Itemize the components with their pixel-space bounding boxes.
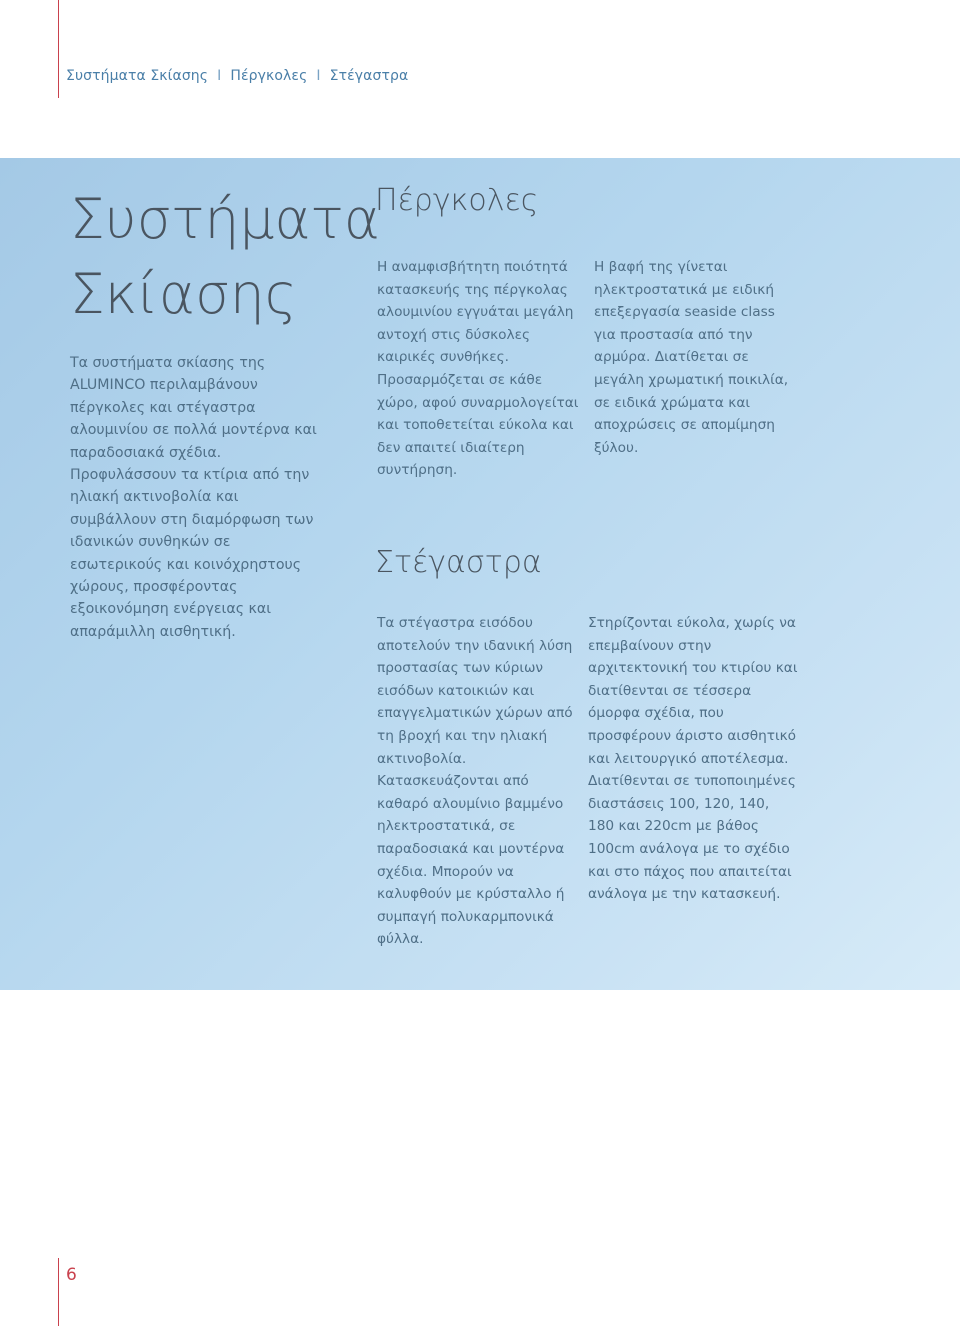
canopies-text-col1: Τα στέγαστρα εισόδου αποτελούν την ιδανική λύση προστασίας των κύριων εισόδων κατοικιών και επαγγελματικών χώρων από τη βροχή και την ηλιακή ακτινοβολία. Κατασκευάζονται από καθαρό αλουμίνιο βαμμένο ηλεκτροστατικά, σε παραδοσιακά και μοντέρνα σχέδια. Μπορούν να καλυφθούν με κρύσταλλο ή συμπαγή πολυκαρμπονικά φύλλα. <box>377 615 573 948</box>
breadcrumb-separator: I <box>316 68 321 84</box>
pergolas-text-col1: Η αναμφισβήτητη ποιότητά κατασκευής της πέργκολας αλουμινίου εγγυάται μεγάλη αντοχή στις δύσκολες καιρικές συνθήκες. Προσαρμόζεται σε κάθε χώρο, αφού συναρμολογείται και τοποθετείται εύκολα και δεν απαιτεί ιδιαίτερη συντήρηση. <box>377 259 579 479</box>
breadcrumb-separator: I <box>217 68 222 84</box>
page-title-line1: Συστήματα <box>70 187 381 251</box>
canopies-text-col2: Στηρίζονται εύκολα, χωρίς να επεμβαίνουν στην αρχιτεκτονική του κτιρίου και διατίθενται σε τέσσερα όμορφα σχέδια, που προσφέρουν άριστο αισθητικό και λειτουργικό αποτέλεσμα. Διατίθενται σε τυποποιημένες διαστάσεις 100, 120, 140, 180 και 220cm με βάθος 100cm ανάλογα με το σχέδιο και στο πάχος που απαιτείται ανάλογα με την κατασκευή. <box>588 615 798 903</box>
breadcrumb-item-pergolas: Πέργκολες <box>230 68 308 84</box>
breadcrumb-item-systems: Συστήματα Σκίασης <box>66 68 209 84</box>
intro-paragraph: Τα συστήματα σκίασης της ALUMINCO περιλαμβάνουν πέργκολες και στέγαστρα αλουμινίου σε πολλά μοντέρνα και παραδοσιακά σχέδια. Προφυλάσσουν τα κτίρια από την ηλιακή ακτινοβολία και συμβάλλουν στη διαμόρφωση των ιδανικών συνθηκών σε εσωτερικούς και κοινόχρηστους χώρους, προσφέροντας εξοικονόμηση ενέργειας και απαράμιλλη αισθητική. <box>70 355 317 640</box>
page-title <box>70 182 380 332</box>
top-accent-rule <box>58 0 59 98</box>
pergolas-text-col2: Η βαφή της γίνεται ηλεκτροστατικά με ειδική επεξεργασία seaside class για προστασία από την αρμύρα. Διατίθεται σε μεγάλη χρωματική ποικιλία, σε ειδικά χρώματα και αποχρώσεις σε απομίμηση ξύλου. <box>594 259 789 456</box>
canopies-heading: Στέγαστρα <box>375 545 542 580</box>
pergolas-heading: Πέργκολες <box>375 183 539 218</box>
bottom-accent-rule <box>58 1258 59 1326</box>
page-title-line2: Σκίασης <box>70 262 297 326</box>
breadcrumb <box>66 68 408 84</box>
breadcrumb-item-canopies: Στέγαστρα <box>329 68 409 84</box>
page-number: 6 <box>66 1265 77 1285</box>
